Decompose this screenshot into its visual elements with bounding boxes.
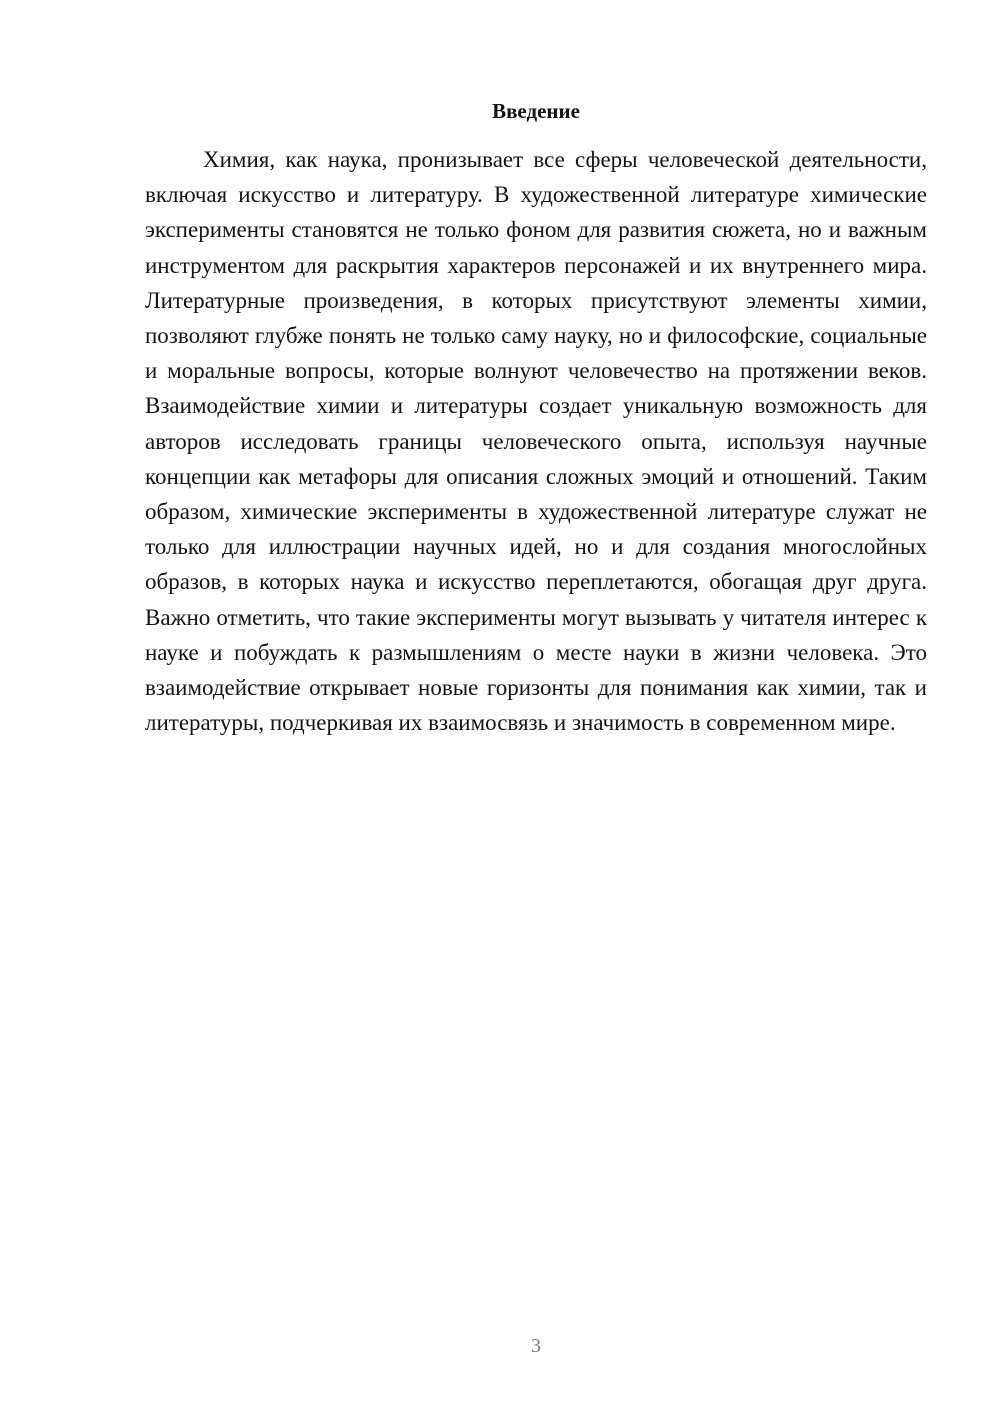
section-heading: Введение xyxy=(492,99,580,123)
page-number: 3 xyxy=(531,1335,541,1357)
intro-paragraph: Химия, как наука, пронизывает все сферы человеческой деятельности, включая искусство и литературу. В художественной литературе химические эксперименты становятся не только фоном для развития сюжета, но и важным инструментом для раскрытия характеров персонажей и их внутреннего мира. Литературные произведения, в которых присутствуют элементы химии, позволяют глубже понять не только саму науку, но и философские, социальные и моральные вопросы, которые волнуют человечество на протяжении веков. Взаимодействие химии и литературы создает уникальную возможность для авторов исследовать границы человеческого опыта, используя научные концепции как метафоры для описания сложных эмоций и отношений. Таким образом, химические эксперименты в художественной литературе служат не только для иллюстрации научных идей, но и для создания многослойных образов, в которых наука и искусство переплетаются, обогащая друг друга. Важно отметить, что такие эксперименты могут вызывать у читателя интерес к науке и побуждать к размышлениям о месте науки в жизни человека. Это взаимодействие открывает новые горизонты для понимания как химии, так и литературы, подчеркивая их взаимосвязь и значимость в современном мире. xyxy=(145,147,927,736)
